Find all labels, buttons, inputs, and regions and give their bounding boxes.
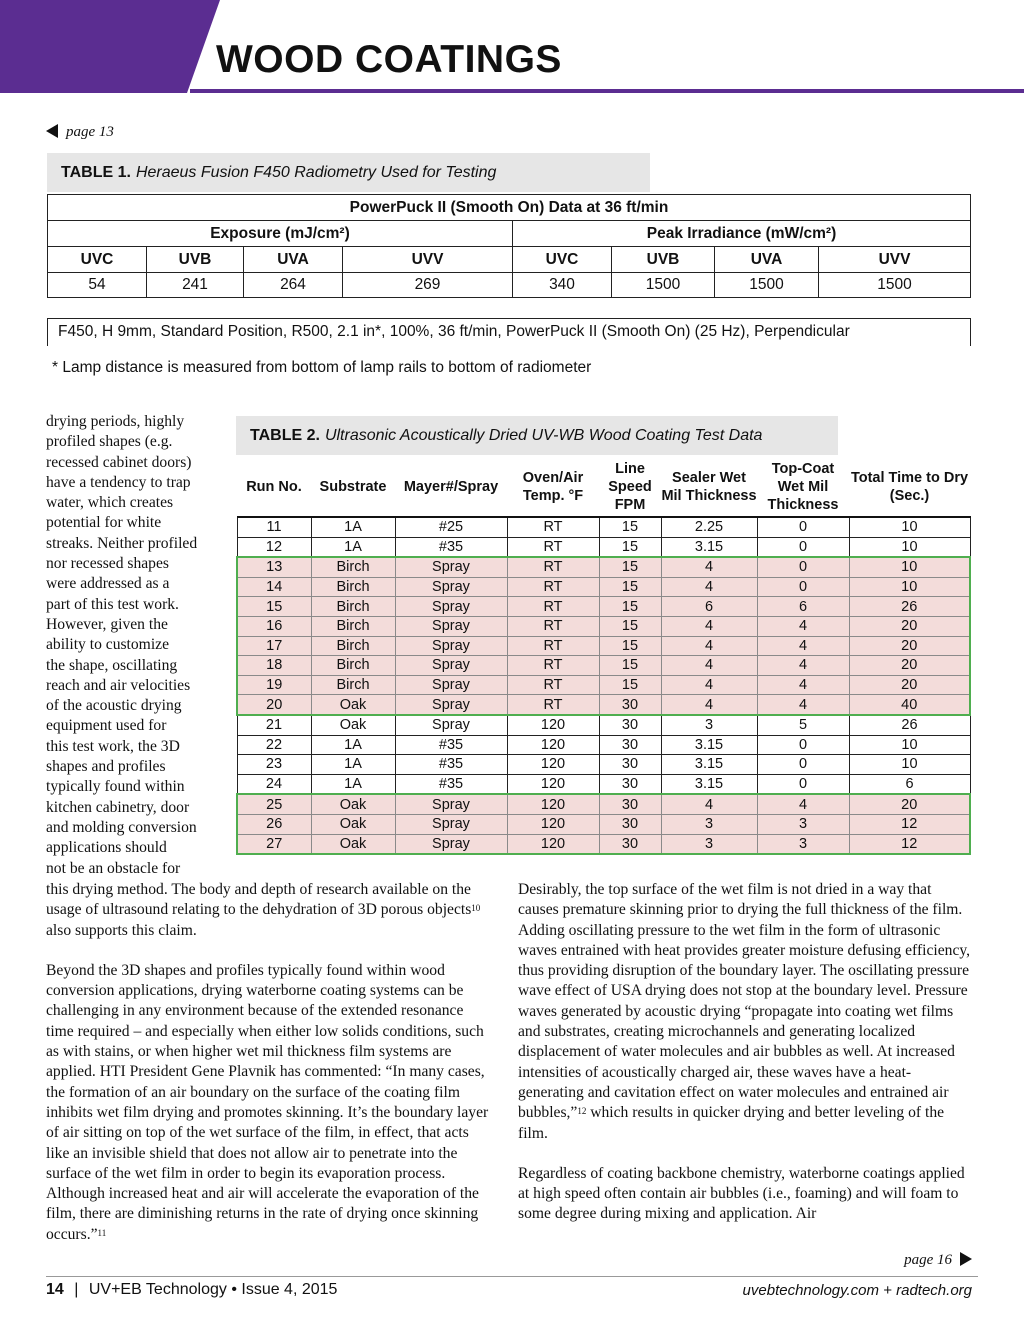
table2-cell: 4 — [661, 794, 757, 814]
table1-cell: 264 — [244, 273, 343, 298]
table2-cell: 10 — [849, 557, 970, 577]
text-line: kitchen cabinetry, door — [46, 798, 190, 816]
table-row — [237, 774, 970, 794]
table2-cell: 12 — [237, 537, 311, 557]
table2-cell: 0 — [757, 755, 849, 775]
table2-cell: Spray — [395, 597, 507, 617]
table2-cell: 12 — [849, 814, 970, 834]
section-title: WOOD COATINGS — [216, 38, 562, 81]
table2-cell: 120 — [507, 755, 599, 775]
text-line: potential for white — [46, 514, 162, 532]
table2-cell: 3.15 — [661, 537, 757, 557]
continued-from-label: page 13 — [66, 124, 114, 140]
table2-cell: 12 — [849, 834, 970, 854]
table2-cell: 120 — [507, 794, 599, 814]
table2-cell: Spray — [395, 636, 507, 656]
table1-cell: 54 — [48, 273, 147, 298]
table2-cell: 15 — [237, 597, 311, 617]
paragraph-text: also supports this claim. — [46, 921, 197, 939]
footer-separator: | — [74, 1281, 79, 1298]
text-line: recessed cabinet doors) — [46, 453, 192, 471]
table2-col-header: Total Time to Dry (Sec.) — [849, 458, 970, 517]
text-line: nor recessed shapes — [46, 555, 169, 573]
table2-cell: 6 — [757, 597, 849, 617]
table2-cell: Spray — [395, 616, 507, 636]
page-number: 14 — [46, 1281, 64, 1298]
table2-cell: 0 — [757, 735, 849, 755]
table2-cell: 0 — [757, 537, 849, 557]
continued-to-label: page 16 — [904, 1252, 952, 1268]
table1-cell: 1500 — [715, 273, 819, 298]
table2-cell: #35 — [395, 735, 507, 755]
table2-cell: 25 — [237, 794, 311, 814]
body-paragraph: Regardless of coating backbone chemistry, waterborne coatings applied at high speed often contain air bubbles (i.e., foaming) and will foam to some degree during mixing and application. Air — [518, 1164, 965, 1223]
table2-cell: 15 — [599, 577, 661, 597]
table2-cell: #35 — [395, 774, 507, 794]
table2-cell: 30 — [599, 774, 661, 794]
header-rule — [190, 89, 1024, 93]
table1-col-header: UVB — [612, 247, 715, 273]
table-row — [237, 557, 970, 577]
footer-rule — [46, 1276, 978, 1277]
table2-cell: RT — [507, 597, 599, 617]
table1-group-exposure: Exposure (mJ/cm²) — [48, 221, 513, 247]
table2-cell: Spray — [395, 794, 507, 814]
table2-cell: 18 — [237, 656, 311, 676]
table2-cell: 3.15 — [661, 755, 757, 775]
text-line: shapes and profiles — [46, 758, 166, 776]
table2-cell: 0 — [757, 774, 849, 794]
table2-cell: 20 — [849, 636, 970, 656]
table-row — [237, 794, 970, 814]
table2-title: Ultrasonic Acoustically Dried UV-WB Wood Coating Test Data — [324, 426, 763, 444]
table2-cell: 1A — [311, 774, 395, 794]
table2-cell: 4 — [757, 794, 849, 814]
table2-cell: #35 — [395, 755, 507, 775]
table1-label: TABLE 1. — [61, 163, 131, 181]
table2-cell: 16 — [237, 616, 311, 636]
table2-col-header: Sealer Wet Mil Thickness — [661, 458, 757, 517]
table1-col-header: UVA — [715, 247, 819, 273]
text-line: were addressed as a — [46, 575, 170, 593]
table2-cell: #35 — [395, 537, 507, 557]
text-line: have a tendency to trap — [46, 473, 191, 491]
table2-cell: 13 — [237, 557, 311, 577]
table2-cell: RT — [507, 616, 599, 636]
table1-cell: 340 — [513, 273, 612, 298]
table-row — [237, 517, 970, 537]
table-row — [237, 675, 970, 695]
table1-cell: 1500 — [612, 273, 715, 298]
table2-cell: 15 — [599, 597, 661, 617]
table2-cell: 3.15 — [661, 774, 757, 794]
table2-cell: 120 — [507, 715, 599, 735]
table2-cell: 1A — [311, 517, 395, 537]
table2-cell: 30 — [599, 735, 661, 755]
table2-cell: 3.15 — [661, 735, 757, 755]
text-line: streaks. Neither profiled — [46, 534, 198, 552]
table2-cell: 3 — [661, 814, 757, 834]
table2-cell: 1A — [311, 755, 395, 775]
table2-cell: 20 — [849, 675, 970, 695]
table2-cell: Birch — [311, 616, 395, 636]
table-row — [237, 695, 970, 715]
table2-cell: 1A — [311, 735, 395, 755]
table2-cell: 3 — [661, 715, 757, 735]
table2-cell: Spray — [395, 656, 507, 676]
table2-cell: 15 — [599, 537, 661, 557]
table2-cell: 4 — [757, 636, 849, 656]
table1-col-header: UVV — [819, 247, 971, 273]
table2-cell: Oak — [311, 794, 395, 814]
table2-col-header: Oven/Air Temp. °F — [507, 458, 599, 517]
table2-cell: 4 — [661, 616, 757, 636]
text-line: part of this test work. — [46, 595, 179, 613]
table2-cell: 30 — [599, 794, 661, 814]
table2-cell: 4 — [757, 695, 849, 715]
table2-cell: 5 — [757, 715, 849, 735]
table2-cell: RT — [507, 695, 599, 715]
table2-cell: 120 — [507, 735, 599, 755]
table-row — [237, 616, 970, 636]
table2-cell: 15 — [599, 636, 661, 656]
table2-cell: 21 — [237, 715, 311, 735]
text-line: applications should — [46, 839, 167, 857]
table2-cell: 15 — [599, 675, 661, 695]
footer-publication — [46, 1281, 337, 1299]
table2-cell: 15 — [599, 656, 661, 676]
table-row — [237, 577, 970, 597]
table2-cell: Spray — [395, 834, 507, 854]
table2-col-header: Run No. — [237, 458, 311, 517]
table2-cell: 30 — [599, 695, 661, 715]
table1-footnote: * Lamp distance is measured from bottom of lamp rails to bottom of radiometer — [52, 359, 592, 376]
table2-cell: 20 — [849, 616, 970, 636]
table1-col-header: UVC — [513, 247, 612, 273]
table1-title: Heraeus Fusion F450 Radiometry Used for Testing — [135, 163, 497, 181]
text-line: not be an obstacle for — [46, 859, 181, 877]
table2-cell: 4 — [661, 557, 757, 577]
text-line: equipment used for — [46, 717, 167, 735]
text-line: this test work, the 3D — [46, 737, 180, 755]
table-row — [237, 636, 970, 656]
table2-cell: 20 — [849, 794, 970, 814]
table1-caption — [47, 153, 650, 192]
table2-cell: RT — [507, 557, 599, 577]
table2-cell: 4 — [661, 695, 757, 715]
table2-cell: 19 — [237, 675, 311, 695]
table2-cell: 3 — [757, 814, 849, 834]
table2-cell: 30 — [599, 834, 661, 854]
table2-cell: 23 — [237, 755, 311, 775]
table2-cell: 30 — [599, 715, 661, 735]
table2-cell: 15 — [599, 616, 661, 636]
text-line: the shape, oscillating — [46, 656, 178, 674]
table2-cell: 24 — [237, 774, 311, 794]
table2-cell: 20 — [849, 656, 970, 676]
table2-cell: 0 — [757, 557, 849, 577]
table2-col-header: Substrate — [311, 458, 395, 517]
table1-super-header: PowerPuck II (Smooth On) Data at 36 ft/min — [48, 195, 971, 221]
lamp-settings-note: F450, H 9mm, Standard Position, R500, 2.1 in*, 100%, 36 ft/min, PowerPuck II (Smooth On) (25 Hz), Perpendicular — [47, 318, 971, 346]
arrow-right-icon — [960, 1252, 972, 1266]
table2-cell: Spray — [395, 695, 507, 715]
table2-cell: 27 — [237, 834, 311, 854]
table2-cell: RT — [507, 577, 599, 597]
table2-cell: Oak — [311, 695, 395, 715]
paragraph-text: this drying method. The body and depth of research available on the usage of ultrasound relating to the dehydration of 3D porous objects — [46, 881, 472, 919]
table2-cell: Spray — [395, 675, 507, 695]
table2-cell: Spray — [395, 814, 507, 834]
table2-cell: 26 — [849, 715, 970, 735]
table-row — [237, 735, 970, 755]
table-row — [237, 814, 970, 834]
text-line: reach and air velocities — [46, 676, 191, 694]
table2-cell: 6 — [849, 774, 970, 794]
table2-cell: 4 — [757, 675, 849, 695]
table1-cell: 1500 — [819, 273, 971, 298]
table1-col-header: UVB — [147, 247, 244, 273]
text-line: water, which creates — [46, 494, 174, 512]
table-row — [237, 834, 970, 854]
publication-issue: UV+EB Technology • Issue 4, 2015 — [88, 1281, 338, 1298]
table2-cell: 4 — [757, 656, 849, 676]
table2-cell: 26 — [237, 814, 311, 834]
table1-cell: 241 — [147, 273, 244, 298]
table2-cell: Spray — [395, 577, 507, 597]
table2-cell: 10 — [849, 755, 970, 775]
table1-col-header: UVV — [343, 247, 513, 273]
paragraph-text: which results in quicker drying and better leveling of the film. — [518, 1104, 945, 1142]
table1-col-header: UVC — [48, 247, 147, 273]
table2-col-header: Line Speed FPM — [599, 458, 661, 517]
text-line: However, given the — [46, 615, 168, 633]
text-line: ability to customize — [46, 636, 169, 654]
table2-cell: 6 — [661, 597, 757, 617]
footer-websites[interactable]: uvebtechnology.com + radtech.org — [742, 1282, 972, 1299]
table2-cell: Oak — [311, 814, 395, 834]
reference-number: 12 — [577, 1106, 587, 1117]
table-row — [237, 597, 970, 617]
body-text-left — [46, 880, 494, 1265]
table-row — [48, 273, 971, 298]
text-line: profiled shapes (e.g. — [46, 433, 173, 451]
table1-column-headers — [48, 247, 971, 273]
table2-cell: 120 — [507, 834, 599, 854]
table2-cell: 15 — [599, 517, 661, 537]
table2-cell: Birch — [311, 675, 395, 695]
table2-cell: Birch — [311, 557, 395, 577]
table2-cell: 20 — [237, 695, 311, 715]
table2-cell: Spray — [395, 557, 507, 577]
text-line: and molding conversion — [46, 818, 197, 836]
table-row — [237, 755, 970, 775]
table2-cell: 11 — [237, 517, 311, 537]
table2-cell: Oak — [311, 834, 395, 854]
table2-cell: 17 — [237, 636, 311, 656]
table1-group-peak: Peak Irradiance (mW/cm²) — [513, 221, 971, 247]
text-line: typically found within — [46, 778, 185, 796]
table2-cell: RT — [507, 537, 599, 557]
table2-cell: RT — [507, 675, 599, 695]
table2-cell: 10 — [849, 577, 970, 597]
table2-cell: 4 — [661, 577, 757, 597]
table2-col-header: Top-Coat Wet Mil Thickness — [757, 458, 849, 517]
table2-cell: 2.25 — [661, 517, 757, 537]
table2-cell: 30 — [599, 814, 661, 834]
table2-cell: 1A — [311, 537, 395, 557]
table2-cell: 22 — [237, 735, 311, 755]
table2-cell: 10 — [849, 517, 970, 537]
table2-cell: RT — [507, 656, 599, 676]
table2-cell: 10 — [849, 537, 970, 557]
table-row — [237, 715, 970, 735]
reference-number: 11 — [97, 1227, 107, 1238]
table1-cell: 269 — [343, 273, 513, 298]
table2-cell: Birch — [311, 656, 395, 676]
body-paragraph — [518, 880, 974, 1144]
table2-body — [237, 517, 970, 854]
table2-cell: Birch — [311, 577, 395, 597]
body-text-narrow — [46, 412, 226, 879]
table2-cell: 10 — [849, 735, 970, 755]
table2-label: TABLE 2. — [250, 426, 320, 444]
table2-cell: 14 — [237, 577, 311, 597]
table2-cell: 3 — [661, 834, 757, 854]
table2-cell: 4 — [661, 675, 757, 695]
body-paragraph — [46, 961, 494, 1245]
body-paragraph — [46, 880, 494, 941]
table2-cell: 120 — [507, 814, 599, 834]
table2-cell: RT — [507, 517, 599, 537]
table2-cell: Birch — [311, 597, 395, 617]
text-line: drying periods, highly — [46, 413, 185, 430]
body-text-right — [518, 880, 974, 1245]
reference-number: 10 — [471, 903, 481, 914]
table2-cell: 30 — [599, 755, 661, 775]
table2-cell: RT — [507, 636, 599, 656]
table2-cell: #25 — [395, 517, 507, 537]
table2-header-row — [237, 458, 970, 517]
table2-cell: 15 — [599, 557, 661, 577]
table2-cell: Spray — [395, 715, 507, 735]
table2-col-header: Mayer#/Spray — [395, 458, 507, 517]
test-data-table — [236, 458, 971, 855]
continued-to-link[interactable] — [904, 1252, 972, 1269]
table-row — [237, 537, 970, 557]
table2-caption — [236, 416, 838, 455]
table2-cell: Oak — [311, 715, 395, 735]
text-line: of the acoustic drying — [46, 697, 182, 715]
radiometry-table — [47, 194, 971, 298]
table2-cell: 120 — [507, 774, 599, 794]
header-color-block — [0, 0, 220, 93]
table2-cell: 0 — [757, 517, 849, 537]
table2-cell: 3 — [757, 834, 849, 854]
paragraph-text: Desirably, the top surface of the wet film is not dried in a way that causes premature skinning prior to drying the full thickness of the film. Adding oscillating pressure to the wet film in the form of ultrasonic waves entrained with heat provides greater moisture defusing efficiency, thus providing disruption of the boundary layer. The oscillating pressure wave effect of USA drying does not stop at the boundary level. Pressure waves generated by acoustic drying “propagate into coating wet films and substrates, creating microchannels and generating localized displacement of water molecules and air bubbles as well. At increased intensities of acoustically charged air, these waves have a heat-generating and cavitation effect on water molecules and entrained air bubbles,” — [518, 881, 971, 1122]
table2-cell: 4 — [661, 636, 757, 656]
table2-cell: 40 — [849, 695, 970, 715]
table1-col-header: UVA — [244, 247, 343, 273]
table2-cell: 26 — [849, 597, 970, 617]
table2-cell: 4 — [757, 616, 849, 636]
continued-from-link[interactable] — [46, 124, 114, 141]
table-row — [237, 656, 970, 676]
table2-cell: Birch — [311, 636, 395, 656]
paragraph-text: Beyond the 3D shapes and profiles typically found within wood conversion applications, drying waterborne coating systems can be challenging in any environment because of the extended resonance time required – and especially when either low solids conditions, such as with stains, or when higher wet mil thickness film systems are applied. HTI President Gene Plavnik has commented: “In many cases, the formation of an air boundary on the surface of the coating film inhibits wet film drying and promotes skinning. It’s the boundary layer of air sitting on top of the wet surface of the film, in effect, that acts like an invisible shield that does not allow air to penetrate into the surface of the wet film in order to begin its evaporation process. Although increased heat and air will accelerate the evaporation of the film, there are diminishing returns in the rate of drying once skinning occurs.” — [46, 961, 489, 1243]
arrow-left-icon — [46, 124, 58, 138]
table2-cell: 4 — [661, 656, 757, 676]
table2-cell: 0 — [757, 577, 849, 597]
